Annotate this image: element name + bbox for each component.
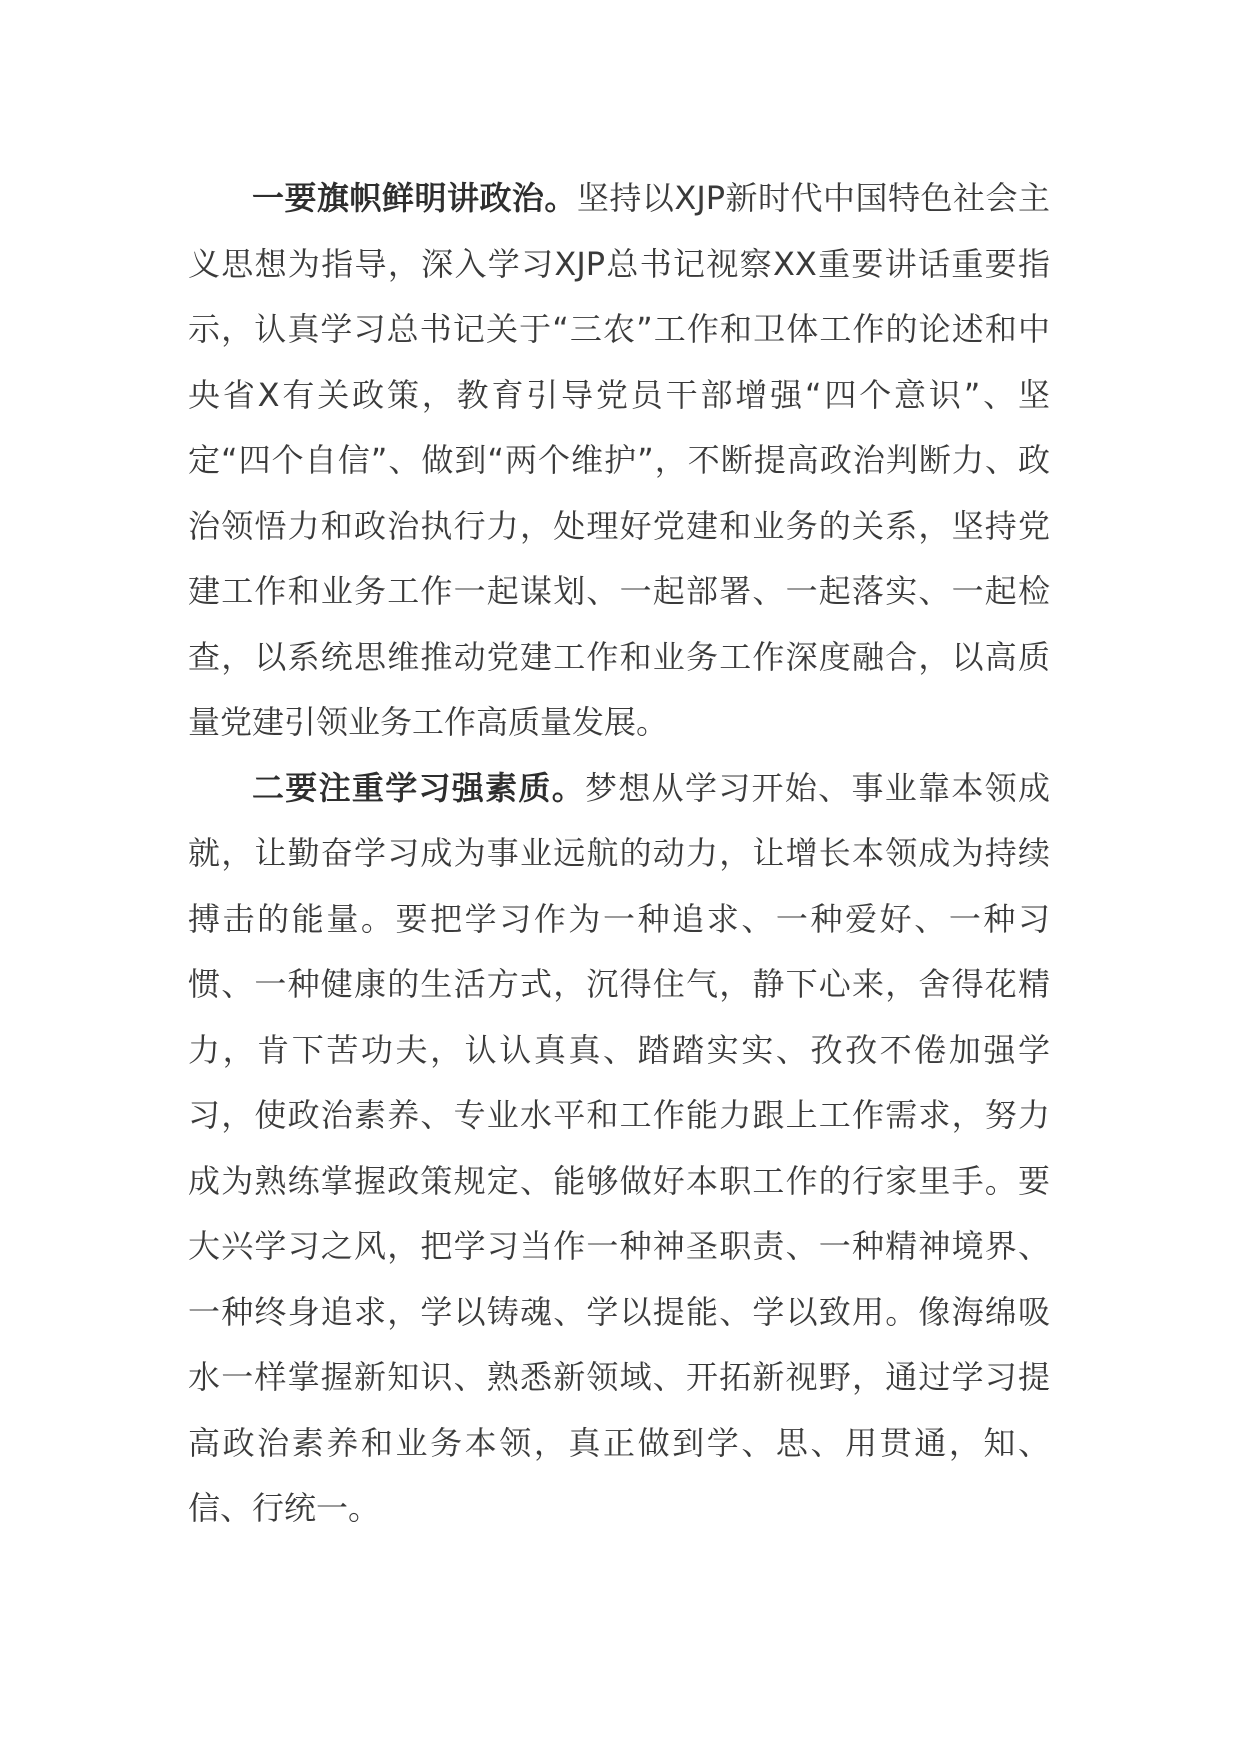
paragraph-learning bbox=[188, 756, 1050, 1542]
paragraph-text: 梦想从学习开始、事业靠本领成就，让勤奋学习成为事业远航的动力，让增长本领成为持续搏击的能量。要把学习作为一种追求、一种爱好、一种习惯、一种健康的生活方式，沉得住气，静下心来，舍得花精力，肯下苦功夫，认认真真、踏踏实实、孜孜不倦加强学习，使政治素养、专业水平和工作能力跟上工作需求，努力成为熟练掌握政策规定、能够做好本职工作的行家里手。要大兴学习之风，把学习当作一种神圣职责、一种精神境界、一种终身追求，学以铸魂、学以提能、学以致用。像海绵吸水一样掌握新知识、熟悉新领域、开拓新视野，通过学习提高政治素养和业务本领，真正做到学、思、用贯通，知、信、行统一。 bbox=[188, 768, 1050, 1527]
paragraph-heading: 二要注重学习强素质。 bbox=[252, 768, 586, 807]
document-body bbox=[188, 166, 1050, 1542]
paragraph-heading: 一要旗帜鲜明讲政治。 bbox=[252, 179, 577, 217]
paragraph-political bbox=[188, 166, 1050, 756]
paragraph-text: 坚持以XJP新时代中国特色社会主义思想为指导，深入学习XJP总书记视察XX重要讲话重要指示，认真学习总书记关于“三农”工作和卫体工作的论述和中央省X有关政策，教育引导党员干部增强“四个意识”、坚定“四个自信”、做到“两个维护”，不断提高政治判断力、政治领悟力和政治执行力，处理好党建和业务的关系，坚持党建工作和业务工作一起谋划、一起部署、一起落实、一起检查，以系统思维推动党建工作和业务工作深度融合，以高质量党建引领业务工作高质量发展。 bbox=[188, 179, 1050, 741]
